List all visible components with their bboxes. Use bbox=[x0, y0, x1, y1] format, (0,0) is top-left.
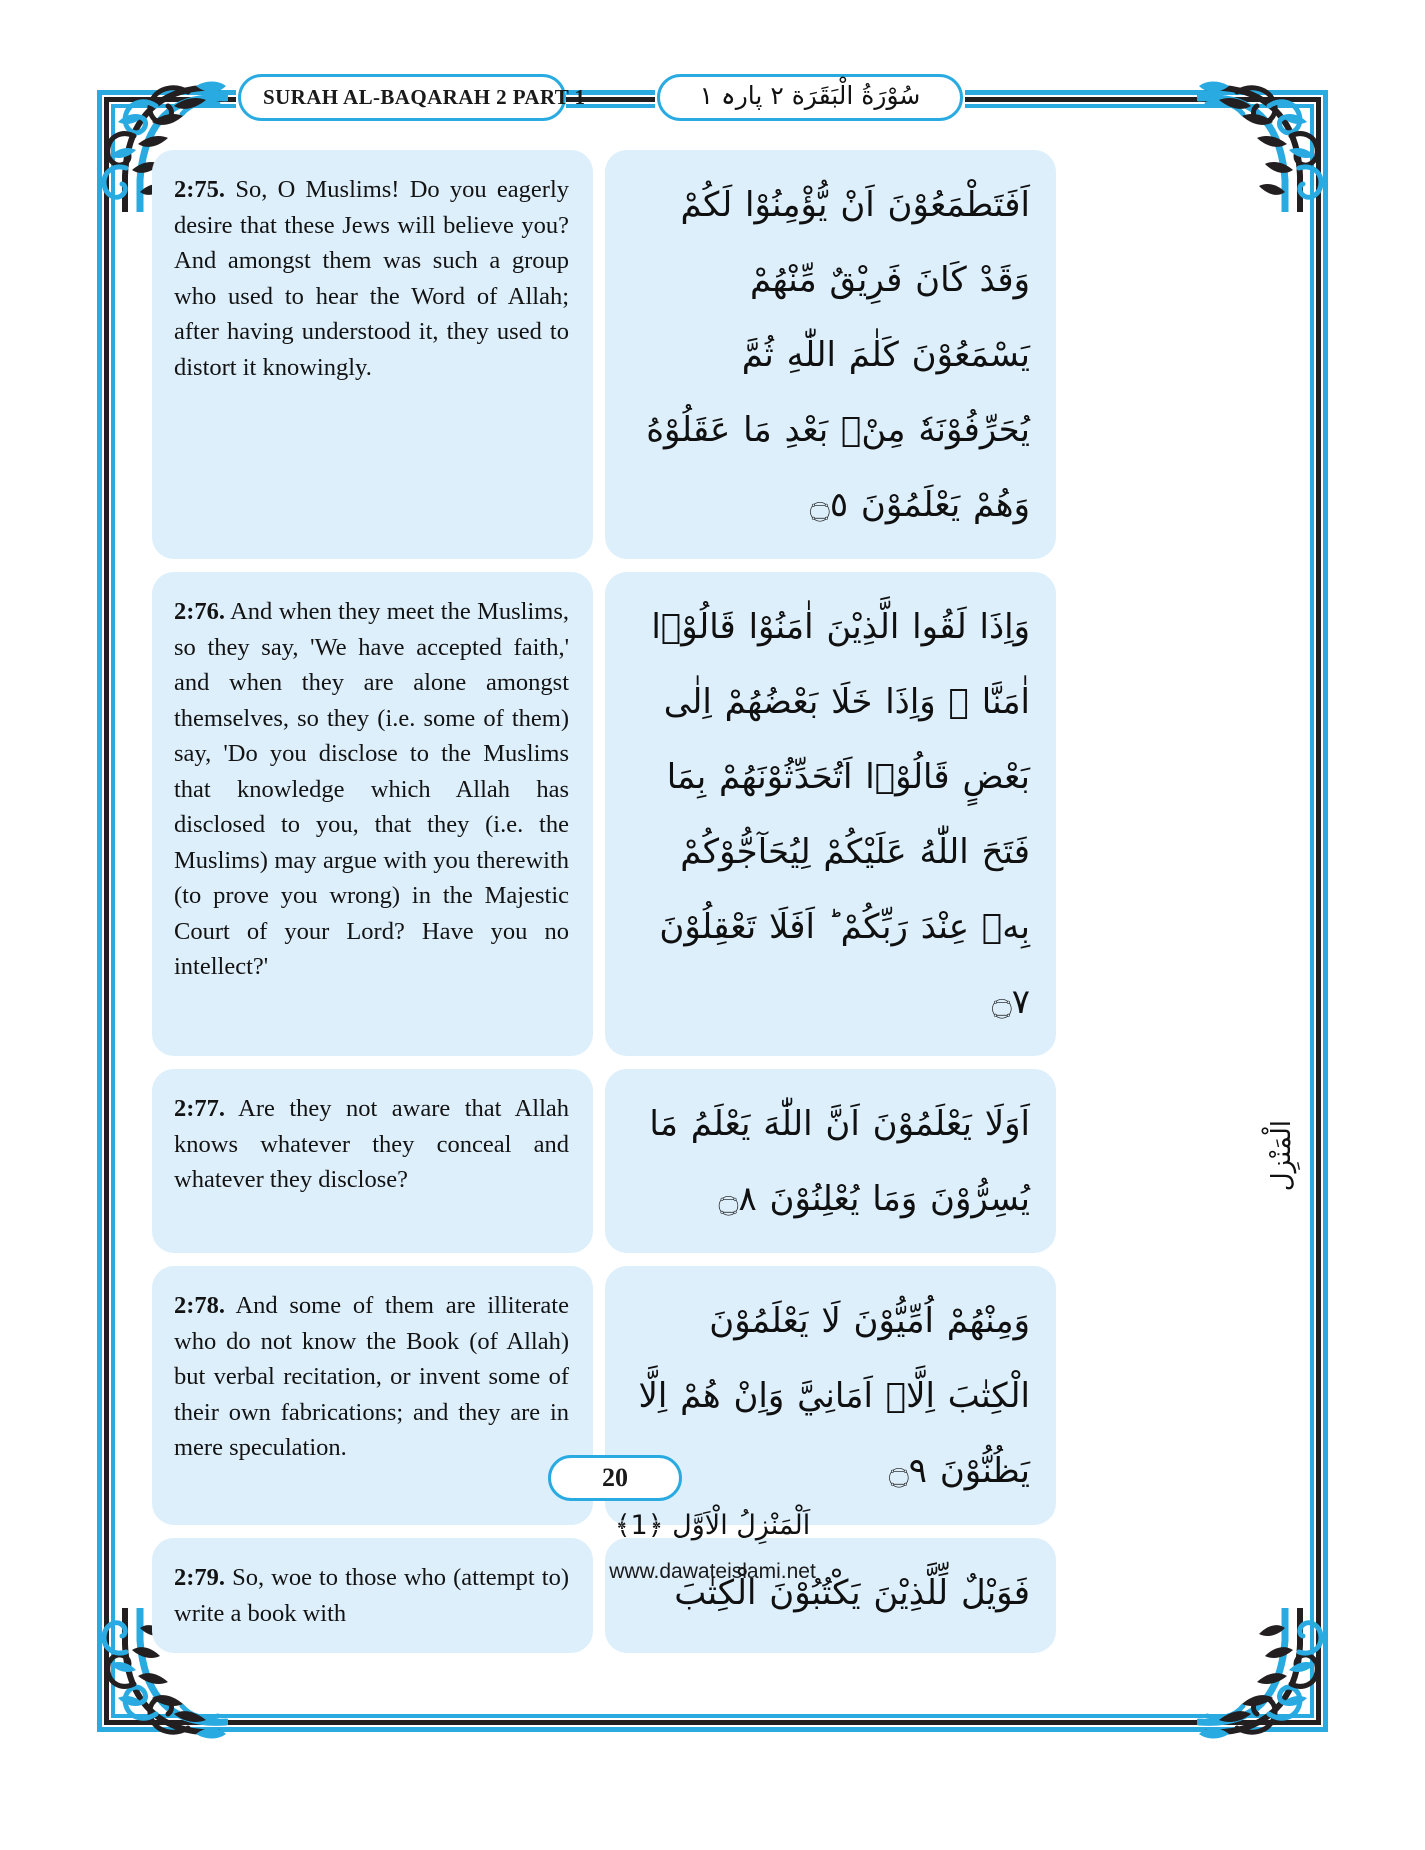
verse-english-panel bbox=[152, 150, 593, 559]
verse-arabic-panel bbox=[605, 1069, 1056, 1253]
header-arabic-cartouche bbox=[657, 74, 963, 121]
verse-row bbox=[152, 1266, 1262, 1525]
verse-english-body: So, woe to those who (attempt to) write a book with bbox=[174, 1564, 569, 1627]
verse-row bbox=[152, 1538, 1262, 1653]
verse-arabic-panel bbox=[605, 1538, 1056, 1653]
verse-english-text bbox=[174, 1288, 569, 1466]
verse-arabic-panel bbox=[605, 572, 1056, 1056]
side-margin-marker-arabic: الْمَنْزِل bbox=[1267, 1120, 1297, 1192]
verse-english-panel bbox=[152, 1069, 593, 1253]
verse-english-panel bbox=[152, 572, 593, 1056]
verse-number: 2:76. bbox=[174, 598, 226, 625]
page-number-pill bbox=[548, 1455, 682, 1501]
verse-arabic-text: اَفَتَطْمَعُوْنَ اَنْ يُّؤْمِنُوْا لَكُمْ وَقَدْ كَانَ فَرِيْقٌ مِّنْهُمْ يَسْمَعُوْنَ كَلٰمَ اللّٰهِ ثُمَّ يُحَرِّفُوْنَهٗ مِنْۢ بَعْدِ مَا عَقَلُوْهُ وَهُمْ يَعْلَمُوْنَ ۝٥ bbox=[646, 185, 1030, 525]
verse-english-panel bbox=[152, 1266, 593, 1525]
verse-arabic-text: اَوَلَا يَعْلَمُوْنَ اَنَّ اللّٰهَ يَعْلَمُ مَا يُسِرُّوْنَ وَمَا يُعْلِنُوْنَ ۝٨ bbox=[649, 1104, 1030, 1219]
verse-row bbox=[152, 1069, 1262, 1253]
verse-arabic-text: وَاِذَا لَقُوا الَّذِيْنَ اٰمَنُوْا قَالُوْۤا اٰمَنَّا ۚ وَاِذَا خَلَا بَعْضُهُمْ اِلٰى بَعْضٍ قَالُوْۤا اَتُحَدِّثُوْنَهُمْ بِمَا فَتَحَ اللّٰهُ عَلَيْكُمْ لِيُحَآجُّوْكُمْ بِهٖ عِنْدَ رَبِّكُمْ ؕ اَفَلَا تَعْقِلُوْنَ ۝٧ bbox=[651, 607, 1030, 1022]
verse-arabic-panel bbox=[605, 150, 1056, 559]
page-number: 20 bbox=[602, 1463, 628, 1492]
verse-english-panel bbox=[152, 1538, 593, 1653]
footer-manzil-arabic: اَلْمَنْزِلُ الْاَوَّل ﴿1﴾ bbox=[614, 1510, 811, 1541]
footer-website-url: www.dawateislami.net bbox=[609, 1560, 816, 1583]
verse-number: 2:78. bbox=[174, 1292, 226, 1319]
verse-english-text bbox=[174, 172, 569, 385]
verse-english-text bbox=[174, 1091, 569, 1198]
verse-english-body: And when they meet the Muslims, so they say, 'We have accepted faith,' and when they are alone amongst themselves, so they (i.e. some of them) say, 'Do you disclose to the Muslims that knowledge which Allah has disclosed to you, that they (i.e. the Muslims) may argue with you therewith (to prove you wrong) in the Majestic Court of your Lord? Have you no intellect?' bbox=[174, 598, 569, 980]
verse-arabic-text: فَوَيْلٌ لِّلَّذِيْنَ يَكْتُبُوْنَ الْكِتٰبَ bbox=[674, 1573, 1030, 1613]
verse-english-text bbox=[174, 594, 569, 985]
verse-list bbox=[152, 150, 1262, 1666]
verse-row bbox=[152, 150, 1262, 559]
verse-number: 2:79. bbox=[174, 1564, 226, 1591]
verse-english-body: And some of them are illiterate who do not know the Book (of Allah) but verbal recitation, or invent some of their own fabrications; and they are in mere speculation. bbox=[174, 1292, 569, 1461]
verse-english-body: Are they not aware that Allah knows whatever they conceal and whatever they disclose? bbox=[174, 1095, 569, 1193]
verse-number: 2:75. bbox=[174, 176, 226, 203]
header-surah-title-arabic: سُوْرَةُ الْبَقَرَة ٢ پارہ ١ bbox=[699, 81, 921, 110]
verse-row bbox=[152, 572, 1262, 1056]
verse-arabic-text: وَمِنْهُمْ اُمِّيُّوْنَ لَا يَعْلَمُوْنَ الْكِتٰبَ اِلَّاۤ اَمَانِيَّ وَاِنْ هُمْ اِلَّا يَظُنُّوْنَ ۝٩ bbox=[638, 1301, 1030, 1491]
verse-number: 2:77. bbox=[174, 1095, 226, 1122]
verse-english-body: So, O Muslims! Do you eagerly desire that these Jews will believe you? And amongst them was such a group who used to hear the Word of Allah; after having understood it, they used to distort it knowingly. bbox=[174, 176, 569, 381]
header-surah-cartouche bbox=[238, 74, 586, 121]
header-surah-title: SURAH AL-BAQARAH 2 PART 1 bbox=[263, 85, 586, 109]
